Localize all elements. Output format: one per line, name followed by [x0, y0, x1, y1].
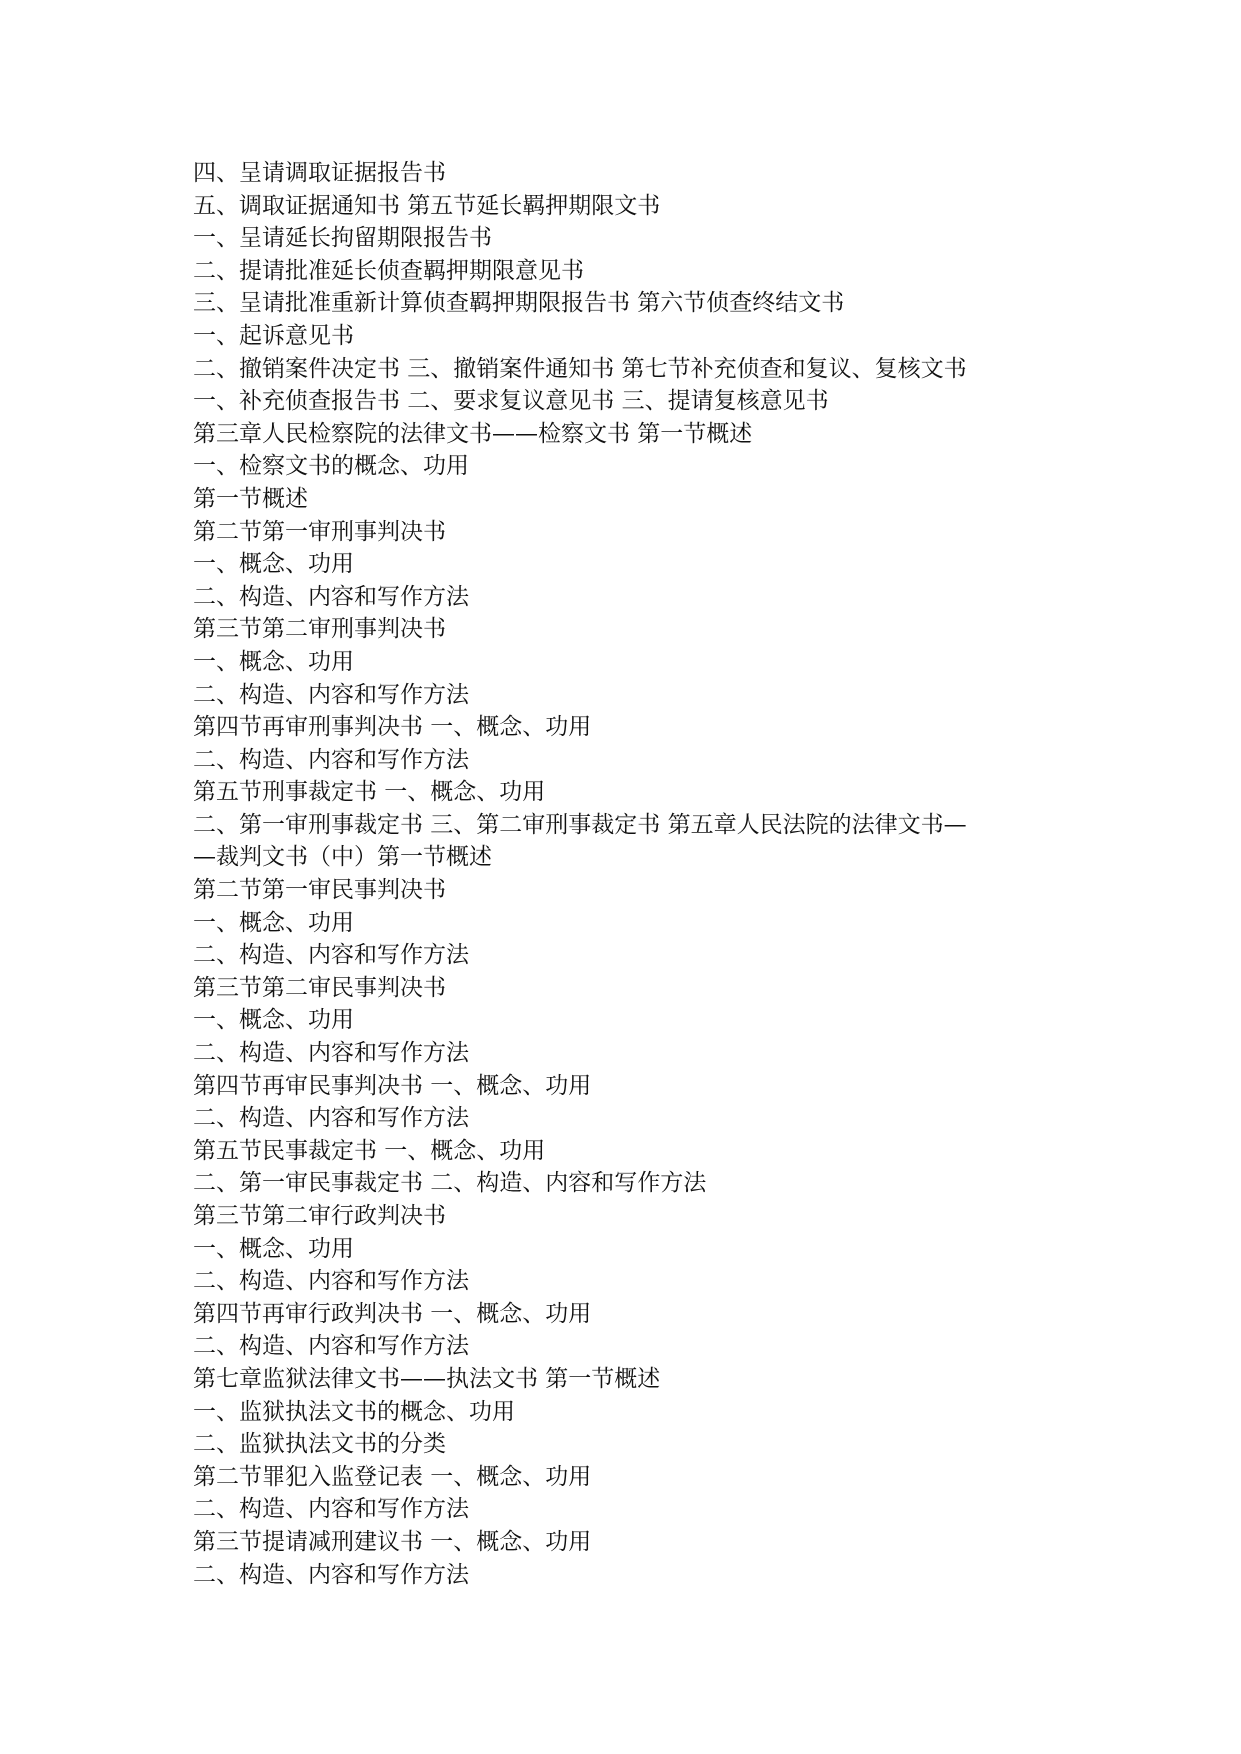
text-line: 三、呈请批准重新计算侦查羁押期限报告书 第六节侦查终结文书 [193, 290, 845, 317]
text-line: 一、概念、功用 [193, 551, 354, 578]
text-line: 一、概念、功用 [193, 1235, 354, 1262]
text-line: 一、监狱执法文书的概念、功用 [193, 1398, 515, 1425]
text-line: 二、第一审民事裁定书 二、构造、内容和写作方法 [193, 1170, 707, 1197]
text-line: 二、构造、内容和写作方法 [193, 1040, 469, 1067]
text-line: 第三章人民检察院的法律文书——检察文书 第一节概述 [193, 420, 753, 447]
text-line: 一、起诉意见书 [193, 322, 354, 349]
text-line: 一、概念、功用 [193, 648, 354, 675]
text-line: 二、构造、内容和写作方法 [193, 746, 469, 773]
text-line: 五、调取证据通知书 第五节延长羁押期限文书 [193, 192, 661, 219]
text-line: 第五节民事裁定书 一、概念、功用 [193, 1137, 546, 1164]
text-line: 一、概念、功用 [193, 1007, 354, 1034]
text-line: 二、构造、内容和写作方法 [193, 1268, 469, 1295]
text-line: 二、构造、内容和写作方法 [193, 1561, 469, 1588]
text-line: 第三节第二审行政判决书 [193, 1203, 446, 1229]
text-line: 二、构造、内容和写作方法 [193, 681, 469, 708]
text-line: 第一节概述 [193, 485, 308, 512]
text-line: 第二节第一审民事判决书 [193, 877, 446, 904]
text-line: 一、呈请延长拘留期限报告书 [193, 225, 492, 252]
text-line: 第四节再审刑事判决书 一、概念、功用 [193, 714, 592, 741]
text-line: 一、概念、功用 [193, 909, 354, 936]
text-line: 二、构造、内容和写作方法 [193, 1105, 469, 1132]
text-line: 第三节第二审刑事判决书 [193, 616, 446, 643]
text-line: 二、提请批准延长侦查羁押期限意见书 [193, 257, 584, 284]
text-line: 一、补充侦查报告书 二、要求复议意见书 三、提请复核意见书 [193, 388, 829, 415]
text-line: —裁判文书（中）第一节概述 [193, 844, 492, 871]
text-line: 第五节刑事裁定书 一、概念、功用 [193, 779, 546, 806]
text-line: 二、构造、内容和写作方法 [193, 942, 469, 969]
text-line: 二、撤销案件决定书 三、撤销案件通知书 第七节补充侦查和复议、复核文书 [193, 355, 967, 382]
text-line: 二、构造、内容和写作方法 [193, 1496, 469, 1523]
text-line: 二、监狱执法文书的分类 [193, 1431, 446, 1458]
text-line: 四、呈请调取证据报告书 [193, 160, 446, 186]
text-line: 第七章监狱法律文书——执法文书 第一节概述 [193, 1365, 661, 1392]
text-line: 二、构造、内容和写作方法 [193, 1333, 469, 1360]
text-line: 第四节再审行政判决书 一、概念、功用 [193, 1300, 592, 1327]
text-line: 第二节第一审刑事判决书 [193, 518, 446, 545]
text-line: 第四节再审民事判决书 一、概念、功用 [193, 1072, 592, 1099]
text-line: 第三节提请减刑建议书 一、概念、功用 [193, 1528, 592, 1555]
text-line: 二、构造、内容和写作方法 [193, 583, 469, 610]
text-line: 第二节罪犯入监登记表 一、概念、功用 [193, 1463, 592, 1490]
document-body [193, 157, 1093, 1591]
text-line: 第三节第二审民事判决书 [193, 974, 446, 1001]
text-line: 一、检察文书的概念、功用 [193, 453, 469, 480]
text-line: 二、第一审刑事裁定书 三、第二审刑事裁定书 第五章人民法院的法律文书— [193, 811, 967, 838]
